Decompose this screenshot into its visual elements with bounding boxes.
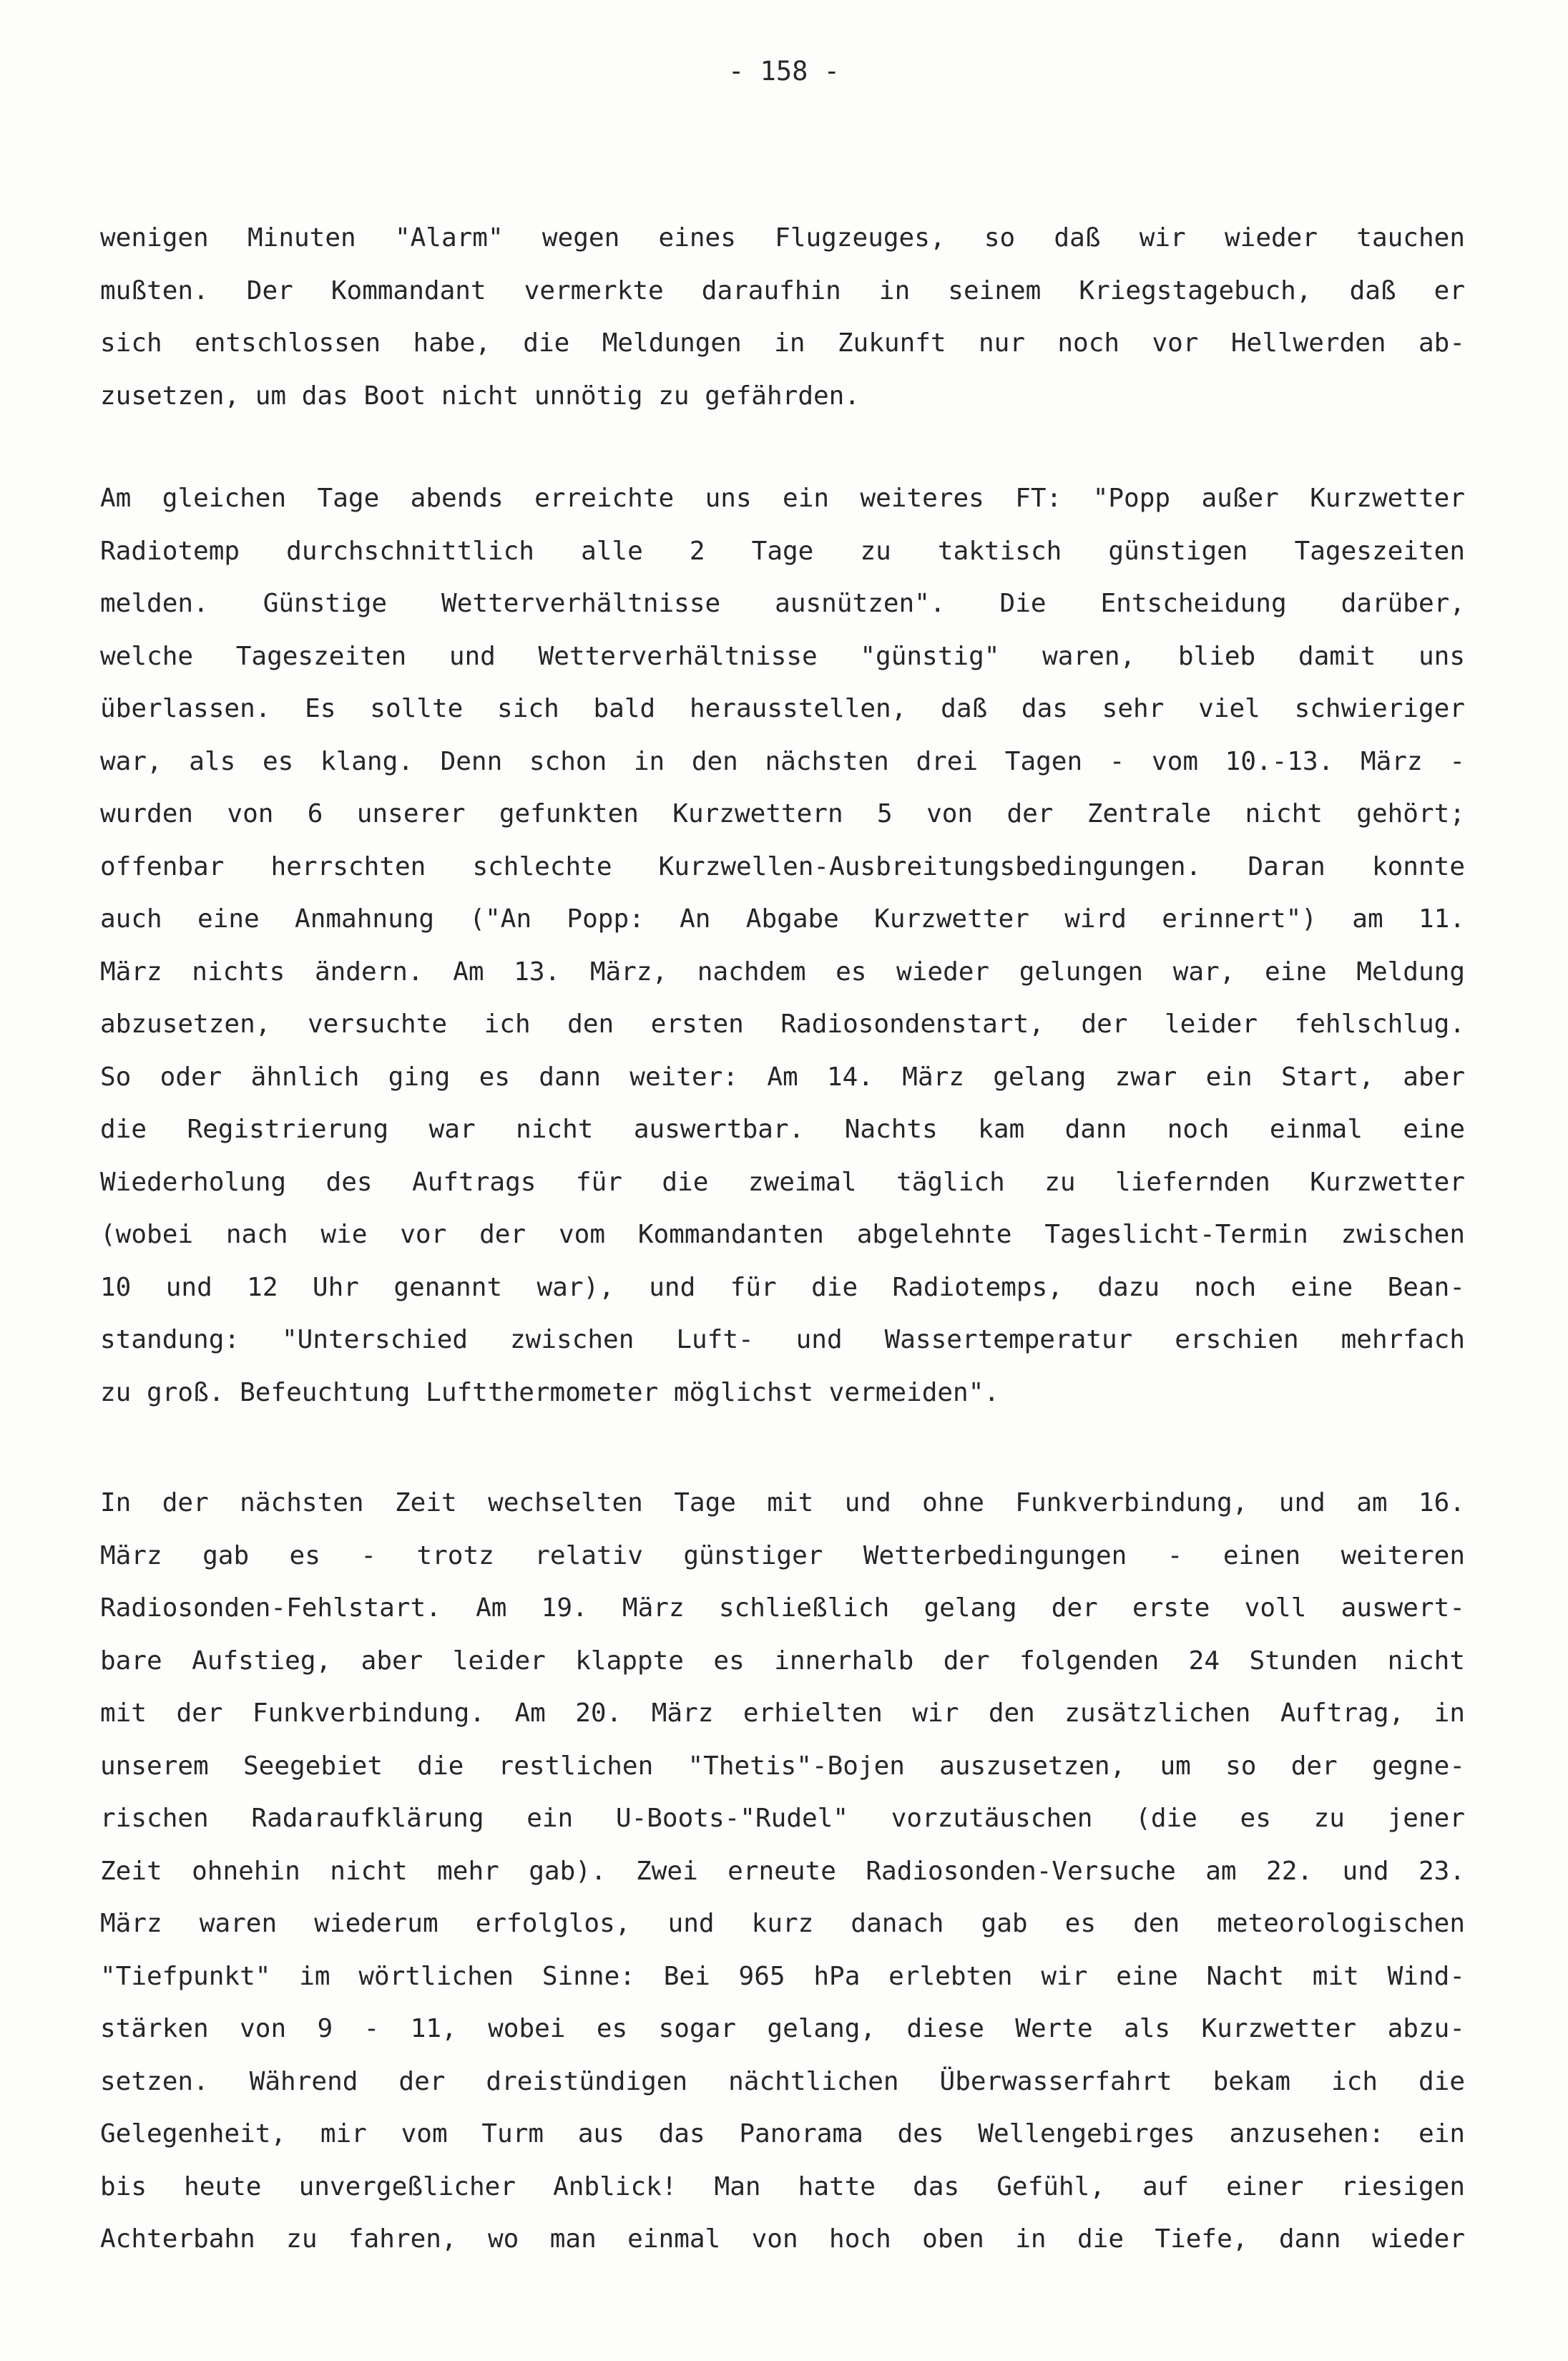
text-line: (wobei nach wie vor der vom Kommandanten abgelehnte Tageslicht-Termin zwischen bbox=[100, 1220, 1465, 1249]
text-line: bis heute unvergeßlicher Anblick! Man hatte das Gefühl, auf einer riesigen bbox=[100, 2171, 1465, 2201]
paragraph-3 bbox=[100, 1477, 1465, 2266]
text-line: auch eine Anmahnung ("An Popp: An Abgabe Kurzwetter wird erinnert") am 11. bbox=[100, 904, 1465, 934]
text-line: stärken von 9 - 11, wobei es sogar gelang, diese Werte als Kurzwetter abzu- bbox=[100, 2014, 1465, 2043]
text-line: standung: "Unterschied zwischen Luft- und Wassertemperatur erschien mehrfach bbox=[100, 1325, 1465, 1354]
text-line: Zeit ohnehin nicht mehr gab). Zwei erneute Radiosonden-Versuche am 22. und 23. bbox=[100, 1856, 1465, 1886]
text-line: unserem Seegebiet die restlichen "Thetis"-Bojen auszusetzen, um so der gegne- bbox=[100, 1751, 1465, 1781]
text-line: überlassen. Es sollte sich bald herausstellen, daß das sehr viel schwieriger bbox=[100, 694, 1465, 723]
text-line: In der nächsten Zeit wechselten Tage mit und ohne Funkverbindung, und am 16. bbox=[100, 1488, 1465, 1517]
text-line: bare Aufstieg, aber leider klappte es innerhalb der folgenden 24 Stunden nicht bbox=[100, 1646, 1465, 1676]
text-line: rischen Radaraufklärung ein U-Boots-"Rudel" vorzutäuschen (die es zu jener bbox=[100, 1804, 1465, 1833]
page-number: - 158 - bbox=[728, 56, 840, 87]
text-line: melden. Günstige Wetterverhältnisse ausnützen". Die Entscheidung darüber, bbox=[100, 589, 1465, 618]
text-line: mußten. Der Kommandant vermerkte daraufhin in seinem Kriegstagebuch, daß er bbox=[100, 275, 1465, 305]
text-line: abzusetzen, versuchte ich den ersten Radiosondenstart, der leider fehlschlug. bbox=[100, 1010, 1465, 1039]
text-line: zu groß. Befeuchtung Luftthermometer möglichst vermeiden". bbox=[100, 1377, 1000, 1407]
text-line: Achterbahn zu fahren, wo man einmal von hoch oben in die Tiefe, dann wieder bbox=[100, 2224, 1465, 2254]
text-line: welche Tageszeiten und Wetterverhältnisse "günstig" waren, blieb damit uns bbox=[100, 641, 1465, 671]
text-line: setzen. Während der dreistündigen nächtlichen Überwasserfahrt bekam ich die bbox=[100, 2066, 1465, 2096]
text-line: die Registrierung war nicht auswertbar. Nachts kam dann noch einmal eine bbox=[100, 1115, 1465, 1144]
text-line: Radiotemp durchschnittlich alle 2 Tage zu taktisch günstigen Tageszeiten bbox=[100, 536, 1465, 566]
text-line: "Tiefpunkt" im wörtlichen Sinne: Bei 965 hPa erlebten wir eine Nacht mit Wind- bbox=[100, 1961, 1465, 1991]
text-line: wenigen Minuten "Alarm" wegen eines Flugzeuges, so daß wir wieder tauchen bbox=[100, 223, 1465, 253]
text-line: Wiederholung des Auftrags für die zweimal täglich zu liefernden Kurzwetter bbox=[100, 1167, 1465, 1197]
text-line: 10 und 12 Uhr genannt war), und für die Radiotemps, dazu noch eine Bean- bbox=[100, 1272, 1465, 1302]
text-line: sich entschlossen habe, die Meldungen in Zukunft nur noch vor Hellwerden ab- bbox=[100, 328, 1465, 358]
text-line: Radiosonden-Fehlstart. Am 19. März schließlich gelang der erste voll auswert- bbox=[100, 1593, 1465, 1623]
text-line: Am gleichen Tage abends erreichte uns ein weiteres FT: "Popp außer Kurzwetter bbox=[100, 484, 1465, 513]
text-line: März waren wiederum erfolglos, und kurz danach gab es den meteorologischen bbox=[100, 1909, 1465, 1938]
text-line: März nichts ändern. Am 13. März, nachdem es wieder gelungen war, eine Meldung bbox=[100, 957, 1465, 987]
text-line: Gelegenheit, mir vom Turm aus das Panorama des Wellengebirges anzusehen: ein bbox=[100, 2119, 1465, 2149]
text-line: zusetzen, um das Boot nicht unnötig zu gefährden. bbox=[100, 381, 861, 411]
text-line: wurden von 6 unserer gefunkten Kurzwettern 5 von der Zentrale nicht gehört; bbox=[100, 799, 1465, 828]
text-line: So oder ähnlich ging es dann weiter: Am 14. März gelang zwar ein Start, aber bbox=[100, 1062, 1465, 1092]
text-line: war, als es klang. Denn schon in den nächsten drei Tagen - vom 10.-13. März - bbox=[100, 746, 1465, 776]
paragraph-1 bbox=[100, 212, 1465, 422]
text-line: offenbar herrschten schlechte Kurzwellen-Ausbreitungsbedingungen. Daran konnte bbox=[100, 851, 1465, 881]
text-line: März gab es - trotz relativ günstiger Wetterbedingungen - einen weiteren bbox=[100, 1540, 1465, 1570]
text-line: mit der Funkverbindung. Am 20. März erhielten wir den zusätzlichen Auftrag, in bbox=[100, 1698, 1465, 1728]
paragraph-2 bbox=[100, 472, 1465, 1419]
